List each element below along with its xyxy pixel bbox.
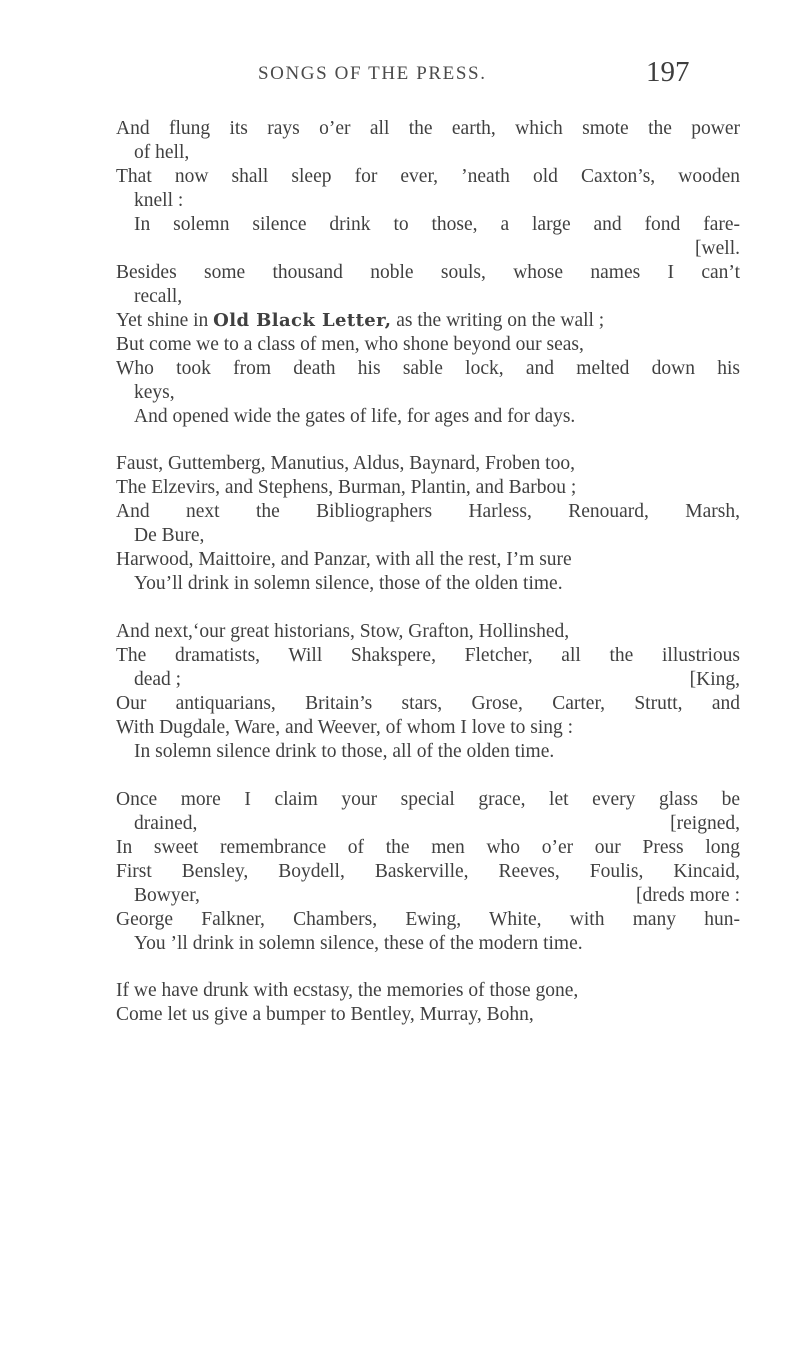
verse-text: Yet shine in [116, 310, 214, 331]
verse-line: If we have drunk with ecstasy, the memories of those gone, [116, 980, 579, 1001]
verse-line [134, 668, 740, 692]
verse-line: Come let us give a bumper to Bentley, Murray, Bohn, [116, 1004, 534, 1025]
verse-line: You ’ll drink in solemn silence, these of the modern time. [134, 933, 583, 954]
page-number: 197 [646, 56, 690, 88]
verse-line: Our antiquarians, Britain’s stars, Grose, Carter, Strutt, and [116, 693, 740, 714]
verse-line: That now shall sleep for ever, ’neath old Caxton’s, wooden [116, 166, 740, 187]
page-header [0, 0, 800, 110]
verse-line: recall, [134, 286, 183, 307]
verse-turnover: [reigned, [670, 813, 740, 834]
verse-line: First Bensley, Boydell, Baskerville, Reeves, Foulis, Kincaid, [116, 861, 740, 882]
verse-line: De Bure, [134, 525, 205, 546]
verse-line: keys, [134, 382, 175, 403]
running-title: SONGS OF THE PRESS. [258, 63, 487, 84]
verse-line: George Falkner, Chambers, Ewing, White, with many hun- [116, 909, 740, 930]
verse-line [134, 812, 740, 836]
verse-line: In solemn silence drink to those, a large and fond fare- [134, 214, 740, 235]
verse-line: And next the Bibliographers Harless, Renouard, Marsh, [116, 501, 740, 522]
verse-line: Harwood, Maittoire, and Panzar, with all the rest, I’m sure [116, 549, 572, 570]
verse-line: You’ll drink in solemn silence, those of the olden time. [134, 573, 563, 594]
verse-line [134, 884, 740, 908]
verse-turnover: [King, [689, 669, 740, 690]
verse-line: The Elzevirs, and Stephens, Burman, Plantin, and Barbou ; [116, 477, 577, 498]
verse-line: But come we to a class of men, who shone beyond our seas, [116, 334, 584, 355]
verse-line: And opened wide the gates of life, for ages and for days. [134, 406, 576, 427]
verse-text: as the writing on the wall ; [391, 310, 605, 331]
verse-line: knell : [134, 190, 184, 211]
verse-line [116, 309, 740, 333]
verse-line: The dramatists, Will Shakspere, Fletcher, all the illustrious [116, 645, 740, 666]
verse-text: dead ; [134, 669, 182, 690]
verse-line: [well. [695, 238, 740, 259]
verse-line: In sweet remembrance of the men who o’er our Press long [116, 837, 740, 858]
verse-line: Besides some thousand noble souls, whose names I can’t [116, 262, 740, 283]
verse-line: Once more I claim your special grace, let every glass be [116, 789, 740, 810]
verse-line: And next,‘our great historians, Stow, Grafton, Hollinshed, [116, 621, 570, 642]
blackletter-text: Old Black Letter, [213, 310, 392, 331]
verse-text: Bowyer, [134, 885, 200, 906]
verse-line: Who took from death his sable lock, and melted down his [116, 358, 740, 379]
verse-line: With Dugdale, Ware, and Weever, of whom I love to sing : [116, 717, 574, 738]
verse-line: In solemn silence drink to those, all of the olden time. [134, 741, 555, 762]
verse-text: drained, [134, 813, 198, 834]
verse-turnover: [dreds more : [636, 885, 740, 906]
verse-line: of hell, [134, 142, 190, 163]
verse-line: Faust, Guttemberg, Manutius, Aldus, Baynard, Froben too, [116, 453, 575, 474]
verse-line: And flung its rays o’er all the earth, which smote the power [116, 118, 740, 139]
